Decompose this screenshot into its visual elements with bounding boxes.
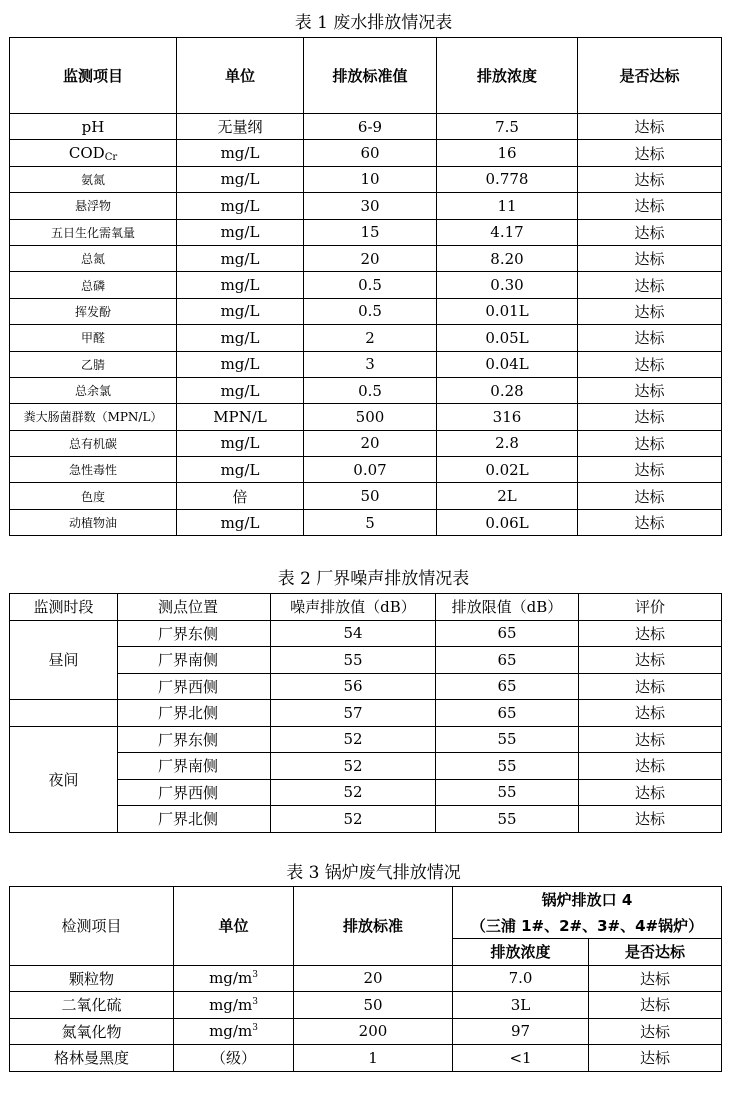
evaluation-cell: 达标: [579, 647, 722, 674]
compliance-cell: 达标: [578, 219, 722, 245]
concentration-cell: 4.17: [437, 219, 578, 245]
unit-cell: [174, 965, 294, 992]
header-outlet-subtitle: （三浦 1#、2#、3#、4#锅炉）: [453, 913, 722, 939]
unit-text: （级）: [210, 1049, 256, 1068]
location-cell: 厂界东侧: [118, 620, 271, 647]
table-row: [10, 509, 722, 535]
concentration-cell: 7.5: [437, 114, 578, 140]
header-period: 监测时段: [10, 594, 118, 621]
concentration-cell: 7.0: [453, 965, 589, 992]
standard-cell: 15: [304, 219, 437, 245]
standard-cell: 30: [304, 193, 437, 219]
item-cell: 氮氧化物: [10, 1018, 174, 1045]
item-cell: [10, 483, 177, 509]
item-name: pH: [81, 117, 105, 136]
unit-text: mg/m: [209, 1022, 253, 1041]
standard-cell: 0.07: [304, 457, 437, 483]
compliance-cell: 达标: [578, 245, 722, 271]
period-empty: [10, 700, 118, 727]
evaluation-cell: 达标: [579, 753, 722, 780]
concentration-cell: 316: [437, 404, 578, 430]
standard-cell: 5: [304, 509, 437, 535]
table-row: [10, 483, 722, 509]
header-outlet-title: 锅炉排放口 4: [453, 887, 722, 913]
header-noise-limit: 排放限值（dB）: [436, 594, 579, 621]
unit-cell: mg/L: [177, 325, 304, 351]
item-cell: [10, 298, 177, 324]
table-row: [10, 1018, 722, 1045]
table-row: [10, 430, 722, 456]
item-name: 甲醛: [80, 331, 105, 346]
period-day: 昼间: [10, 620, 118, 700]
compliance-cell: 达标: [578, 325, 722, 351]
wastewater-table: [9, 37, 722, 536]
item-name: 急性毒性: [68, 463, 117, 478]
item-cell: 颗粒物: [10, 965, 174, 992]
item-cell: [10, 140, 177, 166]
table-row: [10, 245, 722, 271]
table3-caption: 表 3 锅炉废气排放情况: [286, 863, 461, 883]
item-cell: [10, 219, 177, 245]
header-evaluation: 评价: [579, 594, 722, 621]
header-concentration: 排放浓度: [437, 38, 578, 114]
period-night: 夜间: [10, 726, 118, 832]
unit-cell: MPN/L: [177, 404, 304, 430]
location-cell: 厂界西侧: [118, 779, 271, 806]
compliance-cell: 达标: [578, 377, 722, 403]
table-row: [10, 457, 722, 483]
location-cell: 厂界南侧: [118, 647, 271, 674]
standard-cell: 10: [304, 166, 437, 192]
table-header-row: [10, 38, 722, 114]
standard-cell: 0.5: [304, 272, 437, 298]
standard-cell: 60: [304, 140, 437, 166]
standard-cell: 0.5: [304, 298, 437, 324]
unit-cell: mg/L: [177, 377, 304, 403]
concentration-cell: 0.01L: [437, 298, 578, 324]
unit-cell: mg/L: [177, 509, 304, 535]
item-name: 动植物油: [68, 516, 117, 531]
noise-limit-cell: 55: [436, 726, 579, 753]
table-row: [10, 620, 722, 647]
standard-cell: 20: [294, 965, 453, 992]
concentration-cell: 97: [453, 1018, 589, 1045]
standard-cell: 0.5: [304, 377, 437, 403]
compliance-cell: 达标: [578, 404, 722, 430]
compliance-cell: 达标: [589, 965, 722, 992]
concentration-cell: 0.28: [437, 377, 578, 403]
evaluation-cell: 达标: [579, 806, 722, 833]
header-test-item: 检测项目: [10, 887, 174, 966]
unit-text: mg/m: [209, 969, 253, 988]
item-name: 氨氮: [80, 172, 105, 187]
header-compliance: 是否达标: [578, 38, 722, 114]
noise-limit-cell: 55: [436, 779, 579, 806]
location-cell: 厂界东侧: [118, 726, 271, 753]
compliance-cell: 达标: [578, 272, 722, 298]
table-header-row: [10, 887, 722, 913]
concentration-cell: 0.778: [437, 166, 578, 192]
noise-value-cell: 52: [271, 806, 436, 833]
standard-cell: 2: [304, 325, 437, 351]
header-concentration: 排放浓度: [453, 939, 589, 966]
table-row: [10, 166, 722, 192]
standard-cell: 1: [294, 1045, 453, 1072]
header-standard: 排放标准值: [304, 38, 437, 114]
noise-limit-cell: 65: [436, 673, 579, 700]
item-name: 总余氯: [74, 384, 111, 399]
boiler-emission-table: [9, 886, 722, 1072]
table-header-row: [10, 594, 722, 621]
noise-value-cell: 56: [271, 673, 436, 700]
noise-table: [9, 593, 722, 833]
noise-value-cell: 54: [271, 620, 436, 647]
item-subscript: Cr: [104, 151, 118, 163]
standard-cell: 20: [304, 245, 437, 271]
noise-limit-cell: 65: [436, 620, 579, 647]
item-cell: [10, 457, 177, 483]
unit-cell: mg/L: [177, 457, 304, 483]
unit-cell: 倍: [177, 483, 304, 509]
header-unit: 单位: [177, 38, 304, 114]
unit-superscript: 3: [252, 970, 258, 981]
compliance-cell: 达标: [578, 193, 722, 219]
item-cell: 二氧化硫: [10, 992, 174, 1019]
unit-cell: [174, 1018, 294, 1045]
concentration-cell: 11: [437, 193, 578, 219]
header-standard: 排放标准: [294, 887, 453, 966]
item-cell: [10, 509, 177, 535]
concentration-cell: 2L: [437, 483, 578, 509]
table-row: [10, 404, 722, 430]
evaluation-cell: 达标: [579, 620, 722, 647]
concentration-cell: <1: [453, 1045, 589, 1072]
location-cell: 厂界北侧: [118, 806, 271, 833]
evaluation-cell: 达标: [579, 726, 722, 753]
table-row: [10, 965, 722, 992]
item-cell: [10, 114, 177, 140]
noise-limit-cell: 55: [436, 806, 579, 833]
standard-cell: 6-9: [304, 114, 437, 140]
item-cell: [10, 404, 177, 430]
item-name: 色度: [80, 489, 105, 504]
item-name: 五日生化需氧量: [50, 225, 135, 240]
concentration-cell: 16: [437, 140, 578, 166]
table-row: [10, 219, 722, 245]
noise-value-cell: 52: [271, 726, 436, 753]
item-cell: [10, 245, 177, 271]
noise-value-cell: 52: [271, 753, 436, 780]
noise-value-cell: 52: [271, 779, 436, 806]
evaluation-cell: 达标: [579, 700, 722, 727]
item-cell: 格林曼黑度: [10, 1045, 174, 1072]
table-row: [10, 272, 722, 298]
unit-cell: [174, 992, 294, 1019]
unit-cell: [174, 1045, 294, 1072]
item-name: 悬浮物: [74, 199, 111, 214]
compliance-cell: 达标: [578, 140, 722, 166]
standard-cell: 50: [294, 992, 453, 1019]
item-cell: [10, 430, 177, 456]
table-row: [10, 298, 722, 324]
compliance-cell: 达标: [589, 1045, 722, 1072]
compliance-cell: 达标: [578, 114, 722, 140]
unit-cell: mg/L: [177, 193, 304, 219]
item-cell: [10, 351, 177, 377]
evaluation-cell: 达标: [579, 779, 722, 806]
location-cell: 厂界南侧: [118, 753, 271, 780]
unit-text: mg/m: [209, 995, 253, 1014]
location-cell: 厂界北侧: [118, 700, 271, 727]
noise-value-cell: 55: [271, 647, 436, 674]
noise-limit-cell: 65: [436, 700, 579, 727]
concentration-cell: 3L: [453, 992, 589, 1019]
compliance-cell: 达标: [578, 457, 722, 483]
header-noise-value: 噪声排放值（dB）: [271, 594, 436, 621]
table-row: [10, 140, 722, 166]
compliance-cell: 达标: [578, 351, 722, 377]
item-name: COD: [68, 143, 105, 162]
concentration-cell: 0.06L: [437, 509, 578, 535]
standard-cell: 50: [304, 483, 437, 509]
compliance-cell: 达标: [578, 430, 722, 456]
noise-limit-cell: 65: [436, 647, 579, 674]
compliance-cell: 达标: [589, 992, 722, 1019]
unit-cell: mg/L: [177, 245, 304, 271]
unit-cell: 无量纲: [177, 114, 304, 140]
compliance-cell: 达标: [578, 298, 722, 324]
evaluation-cell: 达标: [579, 673, 722, 700]
noise-limit-cell: 55: [436, 753, 579, 780]
concentration-cell: 0.04L: [437, 351, 578, 377]
standard-cell: 20: [304, 430, 437, 456]
table-row: [10, 351, 722, 377]
item-name: 挥发酚: [74, 304, 111, 319]
table-row: [10, 377, 722, 403]
item-name: 总氮: [80, 252, 105, 267]
standard-cell: 200: [294, 1018, 453, 1045]
unit-cell: mg/L: [177, 219, 304, 245]
unit-superscript: 3: [252, 996, 258, 1007]
item-cell: [10, 325, 177, 351]
unit-cell: mg/L: [177, 140, 304, 166]
table-row: [10, 992, 722, 1019]
header-unit: 单位: [174, 887, 294, 966]
table-row: [10, 700, 722, 727]
table-row: [10, 1045, 722, 1072]
table1-caption: 表 1 废水排放情况表: [294, 13, 453, 33]
noise-value-cell: 57: [271, 700, 436, 727]
header-compliance: 是否达标: [589, 939, 722, 966]
table-row: [10, 193, 722, 219]
concentration-cell: 8.20: [437, 245, 578, 271]
concentration-cell: 2.8: [437, 430, 578, 456]
item-cell: [10, 193, 177, 219]
concentration-cell: 0.05L: [437, 325, 578, 351]
concentration-cell: 0.30: [437, 272, 578, 298]
item-name: 粪大肠菌群数（MPN/L）: [23, 410, 163, 425]
item-name: 总有机碳: [68, 436, 117, 451]
standard-cell: 3: [304, 351, 437, 377]
unit-cell: mg/L: [177, 298, 304, 324]
unit-cell: mg/L: [177, 272, 304, 298]
item-cell: [10, 377, 177, 403]
table2-caption: 表 2 厂界噪声排放情况表: [277, 569, 470, 589]
item-name: 乙腈: [80, 357, 105, 372]
item-cell: [10, 272, 177, 298]
compliance-cell: 达标: [589, 1018, 722, 1045]
header-item: 监测项目: [10, 38, 177, 114]
table-row: [10, 114, 722, 140]
unit-cell: mg/L: [177, 166, 304, 192]
item-cell: [10, 166, 177, 192]
unit-cell: mg/L: [177, 351, 304, 377]
concentration-cell: 0.02L: [437, 457, 578, 483]
unit-cell: mg/L: [177, 430, 304, 456]
table-row: [10, 726, 722, 753]
standard-cell: 500: [304, 404, 437, 430]
compliance-cell: 达标: [578, 483, 722, 509]
unit-superscript: 3: [252, 1023, 258, 1034]
compliance-cell: 达标: [578, 166, 722, 192]
table-row: [10, 325, 722, 351]
compliance-cell: 达标: [578, 509, 722, 535]
item-name: 总磷: [80, 278, 105, 293]
location-cell: 厂界西侧: [118, 673, 271, 700]
header-location: 测点位置: [118, 594, 271, 621]
